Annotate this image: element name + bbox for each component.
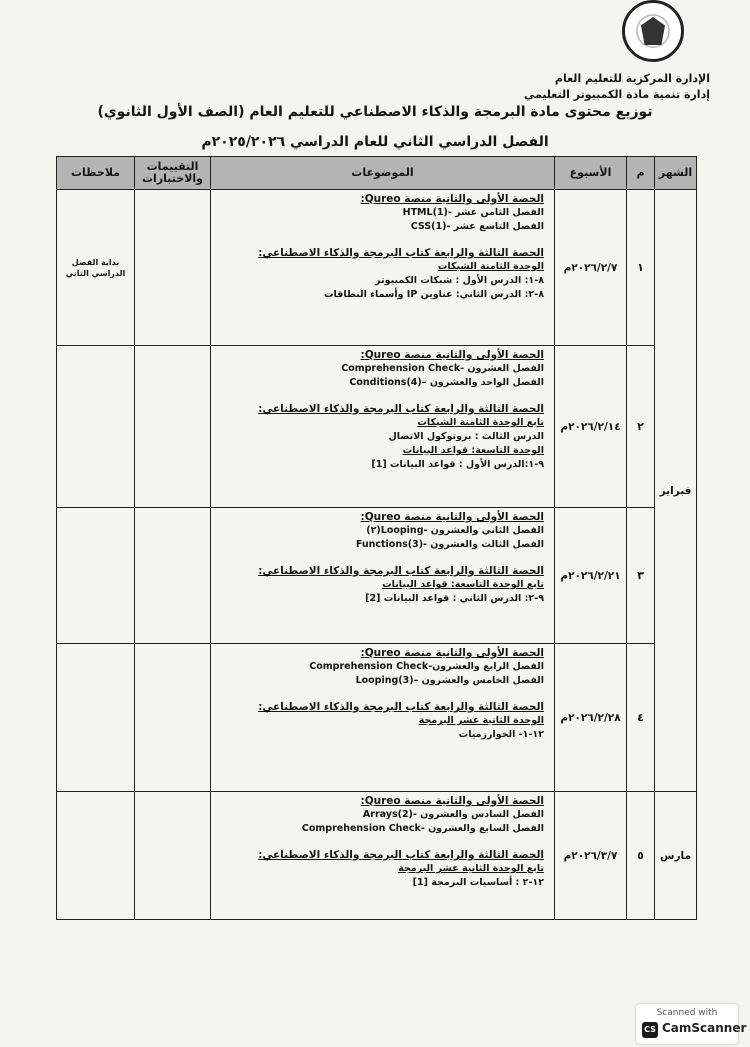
topic-line: الحصة الأولى والثانية منصة Qureo: <box>360 511 544 523</box>
notes-cell <box>57 190 135 346</box>
topic-line: الوحدة التاسعة: قواعد البيانات <box>402 445 544 456</box>
topic-line: الفصل التاسع عشر -CSS(1) <box>410 221 544 232</box>
row-number-cell: ٣ <box>627 508 655 644</box>
topic-line: الوحدة الثانية عشر البرمجة <box>418 715 544 726</box>
topic-line: ٨-٢: الدرس الثاني: عناوين IP وأسماء النطاقات <box>324 289 544 300</box>
evaluation-cell <box>135 508 211 644</box>
notes-cell <box>57 644 135 792</box>
topic-spacer <box>215 552 544 564</box>
topic-line: الفصل العشرون -Comprehension Check <box>341 363 544 374</box>
topic-line: ١٢-١- الخوارزميات <box>458 729 544 740</box>
topic-line: ٩-١:الدرس الأول : قواعد البيانات [1] <box>371 459 544 470</box>
topic-line: الفصل الرابع والعشرون-Comprehension Check <box>309 661 544 672</box>
month-label: مارس <box>660 849 691 862</box>
topic-line: الفصل السابع والعشرون -Comprehension Check <box>301 823 544 834</box>
table-header-row <box>57 157 697 190</box>
topic-line: الدرس الثالث : بروتوكول الاتصال <box>388 431 544 442</box>
topic-spacer <box>215 836 544 848</box>
document-title: توزيع محتوى مادة البرمجة والذكاء الاصطناعي للتعليم العام (الصف الأول الثانوي) <box>97 104 653 120</box>
topic-line: ٩-٢: الدرس الثاني : قواعد البيانات [2] <box>365 593 544 604</box>
ministry-line-2: إدارة تنمية مادة الكمبيوتر التعليمي <box>523 88 710 101</box>
topic-line: الحصة الأولى والثانية منصة Qureo: <box>360 193 544 205</box>
evaluation-cell <box>135 346 211 508</box>
notes-cell <box>57 508 135 644</box>
camscanner-logo-icon: CS <box>642 1022 658 1038</box>
note-text: بداية الفصل الدراسي الثاني <box>65 257 126 278</box>
table-row <box>57 792 697 920</box>
topics-cell <box>211 190 555 346</box>
table-row <box>57 508 697 644</box>
topic-line: الحصة الثالثة والرابعة كتاب البرمجة والذكاء الاصطناعي: <box>258 247 544 259</box>
topic-line: الفصل الثاني والعشرون -Looping(٢) <box>366 525 544 536</box>
topic-line: الحصة الثالثة والرابعة كتاب البرمجة والذكاء الاصطناعي: <box>258 849 544 861</box>
table-row <box>57 644 697 792</box>
topic-line: ٨-١: الدرس الأول : شبكات الكمبيوتر <box>375 275 544 286</box>
topic-spacer <box>215 688 544 700</box>
header-evaluations: التقييمات والاختبارات <box>135 157 211 190</box>
topics-cell <box>211 792 555 920</box>
scanned-with-label: Scanned with <box>656 1008 718 1018</box>
notes-cell <box>57 792 135 920</box>
month-cell <box>655 792 697 920</box>
header-notes: ملاحظات <box>57 157 135 190</box>
evaluation-cell <box>135 644 211 792</box>
topic-line: الفصل الخامس والعشرون –Looping(3) <box>355 675 544 686</box>
topics-cell <box>211 346 555 508</box>
eagle-emblem-icon <box>641 17 665 45</box>
topic-line: الحصة الثالثة والرابعة كتاب البرمجة والذكاء الاصطناعي: <box>258 701 544 713</box>
topic-spacer <box>215 390 544 402</box>
ministry-line-1: الإدارة المركزية للتعليم العام <box>554 72 710 85</box>
topic-line: الحصة الأولى والثانية منصة Qureo: <box>360 647 544 659</box>
header-month: الشهر <box>655 157 697 190</box>
evaluation-cell <box>135 792 211 920</box>
topic-line: الحصة الثالثة والرابعة كتاب البرمجة والذكاء الاصطناعي: <box>258 403 544 415</box>
table-row <box>57 346 697 508</box>
week-cell: ٢٠٢٦/٢/١٤م <box>555 346 627 508</box>
topic-line: الفصل السادس والعشرون -Arrays(2) <box>362 809 544 820</box>
header-num: م <box>627 157 655 190</box>
week-cell: ٢٠٢٦/٣/٧م <box>555 792 627 920</box>
topic-line: ١٢-٢ : أساسيات البرمجة [1] <box>412 877 544 888</box>
month-cell <box>655 190 697 792</box>
topic-line: الفصل الثالث والعشرون -Functions(3) <box>355 539 544 550</box>
topic-line: الحصة الأولى والثانية منصة Qureo: <box>360 795 544 807</box>
topic-line: الحصة الأولى والثانية منصة Qureo: <box>360 349 544 361</box>
table-row <box>57 190 697 346</box>
document-subtitle: الفصل الدراسي الثاني للعام الدراسي ٢٠٢٥/٢٠٢٦م <box>201 134 549 150</box>
week-cell: ٢٠٢٦/٢/٧م <box>555 190 627 346</box>
notes-cell <box>57 346 135 508</box>
topic-line: الوحدة الثامنة الشبكات <box>437 261 544 272</box>
header-week: الأسبوع <box>555 157 627 190</box>
topic-line: تابع الوحدة التاسعة: قواعد البيانات <box>382 579 544 590</box>
topic-spacer <box>215 234 544 246</box>
camscanner-badge <box>636 1004 747 1044</box>
evaluation-cell <box>135 190 211 346</box>
row-number-cell: ١ <box>627 190 655 346</box>
topic-line: الفصل الثامن عشر -HTML(1) <box>402 207 544 218</box>
week-cell: ٢٠٢٦/٢/٢١م <box>555 508 627 644</box>
ministry-seal <box>622 0 684 62</box>
topics-cell <box>211 644 555 792</box>
topic-line: الحصة الثالثة والرابعة كتاب البرمجة والذكاء الاصطناعي: <box>258 565 544 577</box>
topic-line: الفصل الواحد والعشرون –(4)Conditions <box>349 377 544 388</box>
row-number-cell: ٤ <box>627 644 655 792</box>
topic-line: تابع الوحدة الثانية عشر البرمجة <box>398 863 544 874</box>
week-cell: ٢٠٢٦/٢/٢٨م <box>555 644 627 792</box>
topics-cell <box>211 508 555 644</box>
row-number-cell: ٢ <box>627 346 655 508</box>
topic-line: تابع الوحدة الثامنة الشبكات <box>417 417 544 428</box>
row-number-cell: ٥ <box>627 792 655 920</box>
schedule-table <box>56 156 697 920</box>
camscanner-brand-label: CamScanner <box>662 1021 747 1035</box>
header-topics: الموضوعات <box>211 157 555 190</box>
month-label: فبراير <box>659 484 692 497</box>
